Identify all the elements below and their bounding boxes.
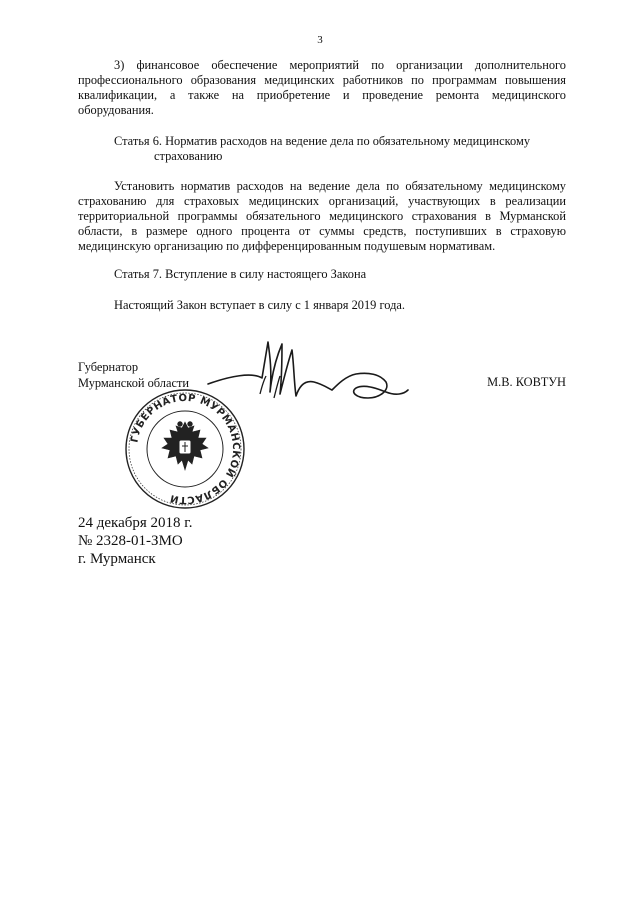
article-6-heading	[114, 134, 566, 164]
signatory-position-line2: Мурманской области	[78, 376, 190, 390]
footer-number: № 2328-01-ЗМО	[78, 533, 183, 549]
paragraph-item-3: 3) финансовое обеспечение мероприятий по организации дополнительного профессионального образования медицинских работников по программам повышения квалификации, а также на приобретение и проведение ремонта медицинского оборудования.	[78, 58, 566, 117]
signatory-position-line1: Губернатор	[78, 360, 139, 374]
document-footer	[78, 514, 193, 568]
article-6-text: Установить норматив расходов на ведение дела по обязательному медицинскому страхованию для страховых медицинских организаций, участвующих в реализации территориальной программы обязательного медицинского страхования в Мурманской области, в размере одного процента от суммы средств, поступивших в страховую медицинскую организацию по дифференцированным подушевым нормативам.	[78, 179, 566, 253]
article-6-heading-line1: Статья 6. Норматив расходов на ведение дела по обязательному медицинскому	[114, 134, 531, 148]
article-7-text: Настоящий Закон вступает в силу с 1 января 2019 года.	[114, 298, 405, 312]
article-7-heading: Статья 7. Вступление в силу настоящего Закона	[114, 267, 367, 281]
footer-place: г. Мурманск	[78, 551, 156, 567]
page-number: 3	[317, 34, 323, 46]
article-6-heading-line2: страхованию	[154, 149, 223, 163]
official-seal	[124, 388, 246, 510]
signatory-position	[78, 359, 189, 391]
seal-outer-text: ГУБЕРНАТОР МУРМАНСКОЙ ОБЛАСТИ	[129, 392, 242, 506]
eagle-emblem-icon	[162, 422, 208, 470]
footer-date: 24 декабря 2018 г.	[78, 515, 193, 531]
signatory-name: М.В. КОВТУН	[487, 375, 566, 389]
